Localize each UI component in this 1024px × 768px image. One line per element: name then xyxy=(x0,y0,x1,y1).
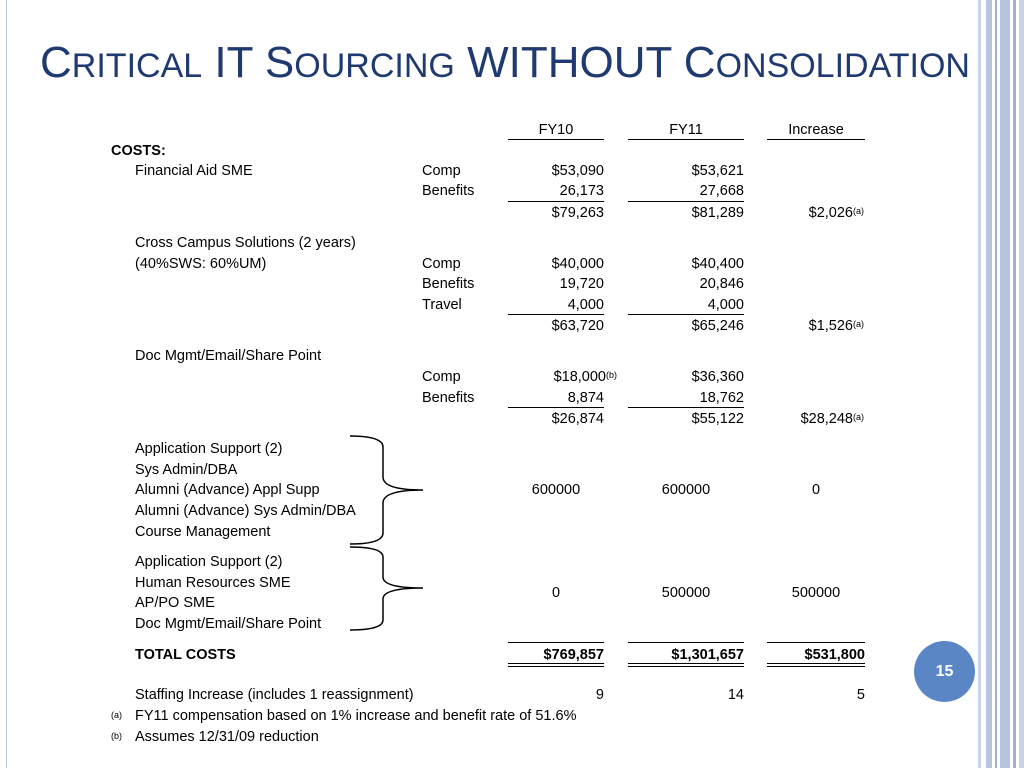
group1-item: Alumni (Advance) Appl Supp xyxy=(135,482,320,498)
financial-aid-comp-label: Comp xyxy=(422,163,461,179)
total-top-line xyxy=(628,642,744,643)
group2-increase: 500000 xyxy=(791,585,841,601)
doc-mgmt-benefits-fy10: 8,874 xyxy=(567,390,604,406)
group1-fy11: 600000 xyxy=(661,482,711,498)
financial-aid-increase: $2,026$^{(a)}$ xyxy=(808,205,864,221)
total-costs-label: TOTAL COSTS xyxy=(135,647,236,663)
header-increase: Increase xyxy=(788,122,844,138)
subtotal-line xyxy=(508,314,604,315)
total-fy11: $1,301,657 xyxy=(671,647,744,663)
slide-title: CRITICAL IT SOURCING WITHOUT CONSOLIDATION xyxy=(40,38,970,87)
doc-mgmt-name: Doc Mgmt/Email/Share Point xyxy=(135,348,322,364)
page-number-badge: 15 xyxy=(914,641,975,702)
header-underline-increase xyxy=(767,139,865,140)
cross-campus-comp-label: Comp xyxy=(422,256,461,272)
header-fy10: FY10 xyxy=(538,122,574,138)
left-frame-line xyxy=(6,0,7,768)
total-top-line xyxy=(508,642,604,643)
header-fy11: FY11 xyxy=(669,122,703,138)
cross-campus-name: Cross Campus Solutions (2 years) xyxy=(135,235,356,251)
doc-mgmt-comp-fy10: $18,000$^{(b)}$ xyxy=(553,369,617,385)
cross-campus-comp-fy10: $40,000 xyxy=(551,256,604,272)
costs-label: COSTS: xyxy=(111,143,166,159)
subtotal-line xyxy=(628,314,744,315)
cross-campus-increase: $1,526$^{(a)}$ xyxy=(808,318,864,334)
staffing-fy10: 9 xyxy=(595,687,604,703)
total-top-line xyxy=(767,642,865,643)
cross-campus-benefits-fy11: 20,846 xyxy=(699,276,744,292)
cross-campus-total-fy11: $65,246 xyxy=(691,318,744,334)
cross-campus-benefits-fy10: 19,720 xyxy=(559,276,604,292)
group1-item: Application Support (2) xyxy=(135,441,283,457)
group2-item: Doc Mgmt/Email/Share Point xyxy=(135,616,322,632)
financial-aid-benefits-fy10: 26,173 xyxy=(559,183,604,199)
group1-fy10: 600000 xyxy=(531,482,581,498)
staffing-fy11: 14 xyxy=(727,687,744,703)
cross-campus-travel-label: Travel xyxy=(422,297,462,313)
staffing-label: Staffing Increase (includes 1 reassignment) xyxy=(135,687,414,703)
group1-item: Sys Admin/DBA xyxy=(135,462,238,478)
doc-mgmt-total-fy11: $55,122 xyxy=(691,411,744,427)
group2-item: Application Support (2) xyxy=(135,554,283,570)
financial-aid-comp-fy11: $53,621 xyxy=(691,163,744,179)
subtotal-line xyxy=(628,407,744,408)
group2-item: AP/PO SME xyxy=(135,595,215,611)
right-brace-icon xyxy=(345,433,430,548)
doc-mgmt-increase: $28,248$^{(a)}$ xyxy=(800,411,864,427)
total-increase: $531,800 xyxy=(804,647,865,663)
cross-campus-comp-fy11: $40,400 xyxy=(691,256,744,272)
cross-campus-travel-fy10: 4,000 xyxy=(567,297,604,313)
doc-mgmt-comp-label: Comp xyxy=(422,369,461,385)
group1-item: Course Management xyxy=(135,524,271,540)
financial-aid-total-fy11: $81,289 xyxy=(691,205,744,221)
cross-campus-total-fy10: $63,720 xyxy=(551,318,604,334)
footnote-mark: (b) xyxy=(111,731,122,741)
total-fy10: $769,857 xyxy=(543,647,604,663)
financial-aid-comp-fy10: $53,090 xyxy=(551,163,604,179)
group2-fy11: 500000 xyxy=(661,585,711,601)
total-double-underline xyxy=(628,663,744,667)
subtotal-line xyxy=(508,201,604,202)
doc-mgmt-total-fy10: $26,874 xyxy=(551,411,604,427)
total-double-underline xyxy=(767,663,865,667)
subtotal-line xyxy=(508,407,604,408)
financial-aid-name: Financial Aid SME xyxy=(135,163,253,179)
total-double-underline xyxy=(508,663,604,667)
cross-campus-split: (40%SWS: 60%UM) xyxy=(135,256,267,272)
cross-campus-travel-fy11: 4,000 xyxy=(707,297,744,313)
cross-campus-benefits-label: Benefits xyxy=(422,276,475,292)
doc-mgmt-comp-fy11: $36,360 xyxy=(691,369,744,385)
financial-aid-total-fy10: $79,263 xyxy=(551,205,604,221)
header-underline-fy10 xyxy=(508,139,604,140)
financial-aid-benefits-label: Benefits xyxy=(422,183,475,199)
subtotal-line xyxy=(628,201,744,202)
group1-increase: 0 xyxy=(811,482,821,498)
header-underline-fy11 xyxy=(628,139,744,140)
group1-item: Alumni (Advance) Sys Admin/DBA xyxy=(135,503,356,519)
doc-mgmt-benefits-fy11: 18,762 xyxy=(699,390,744,406)
doc-mgmt-benefits-label: Benefits xyxy=(422,390,475,406)
financial-aid-benefits-fy11: 27,668 xyxy=(699,183,744,199)
group2-fy10: 0 xyxy=(551,585,561,601)
footnote-text: Assumes 12/31/09 reduction xyxy=(135,729,319,745)
group2-item: Human Resources SME xyxy=(135,575,291,591)
right-brace-icon xyxy=(345,544,430,634)
footnote-mark: (a) xyxy=(111,710,122,720)
footnote-text: FY11 compensation based on 1% increase and benefit rate of 51.6% xyxy=(135,708,577,724)
staffing-increase: 5 xyxy=(856,687,865,703)
